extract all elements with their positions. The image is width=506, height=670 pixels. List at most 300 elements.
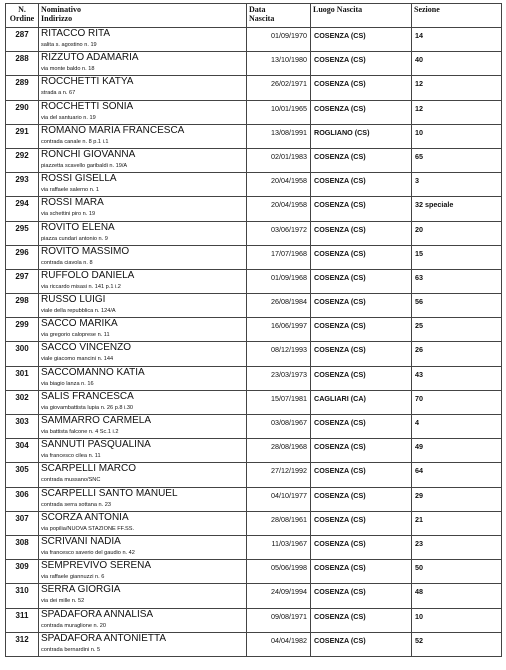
person-name: SALIS FRANCESCA bbox=[41, 390, 134, 402]
birth-place: COSENZA (CS) bbox=[314, 103, 366, 113]
birth-date: 20/04/1958 bbox=[271, 200, 307, 210]
ordine-cell bbox=[6, 584, 39, 608]
data-header-text: Data Nascita bbox=[249, 5, 275, 23]
sezione-value: 43 bbox=[415, 369, 423, 379]
birth-place-cell bbox=[311, 390, 412, 414]
ordine-number: 290 bbox=[15, 102, 29, 112]
person-address: via biagio lanza n. 16 bbox=[41, 380, 94, 387]
ordine-cell bbox=[6, 52, 39, 76]
nominativo-cell bbox=[39, 318, 247, 342]
person-name: ROVITO ELENA bbox=[41, 221, 115, 233]
ordine-cell bbox=[6, 439, 39, 463]
person-address: via gregorio caloprese n. 11 bbox=[41, 332, 110, 339]
birth-place-cell bbox=[311, 173, 412, 197]
birth-date-cell bbox=[247, 632, 311, 656]
nominativo-cell bbox=[39, 52, 247, 76]
sezione-value: 20 bbox=[415, 224, 423, 234]
sezione-cell bbox=[412, 221, 502, 245]
ordine-cell bbox=[6, 366, 39, 390]
nominativo-cell bbox=[39, 342, 247, 366]
table-row bbox=[6, 76, 502, 100]
table-row bbox=[6, 560, 502, 584]
col-data-header bbox=[247, 4, 311, 28]
table-row bbox=[6, 463, 502, 487]
nominativo-cell bbox=[39, 415, 247, 439]
person-address: via monte baldo n. 18 bbox=[41, 66, 95, 73]
ordine-cell bbox=[6, 245, 39, 269]
ordine-number: 289 bbox=[15, 78, 29, 88]
ordine-cell bbox=[6, 632, 39, 656]
nominativo-cell bbox=[39, 269, 247, 293]
birth-date: 03/06/1972 bbox=[271, 224, 307, 234]
nominativo-cell bbox=[39, 100, 247, 124]
nominativo-cell bbox=[39, 197, 247, 221]
sezione-cell bbox=[412, 511, 502, 535]
sezione-value: 10 bbox=[415, 611, 423, 621]
sezione-value: 40 bbox=[415, 55, 423, 65]
nominativo-cell bbox=[39, 148, 247, 172]
nominativo-cell bbox=[39, 173, 247, 197]
person-address: viale della repubblica n. 124/A bbox=[41, 308, 116, 315]
birth-date-cell bbox=[247, 366, 311, 390]
person-address: via dei mille n. 52 bbox=[41, 598, 85, 605]
birth-date: 23/03/1973 bbox=[271, 369, 307, 379]
nominativo-cell bbox=[39, 245, 247, 269]
person-name: ROMANO MARIA FRANCESCA bbox=[41, 124, 185, 136]
sezione-cell bbox=[412, 390, 502, 414]
birth-place: COSENZA (CS) bbox=[314, 369, 366, 379]
sezione-value: 12 bbox=[415, 79, 423, 89]
person-address: viale giacomo mancini n. 144 bbox=[41, 356, 114, 363]
ordine-number: 296 bbox=[15, 247, 29, 257]
birth-date-cell bbox=[247, 245, 311, 269]
sezione-value: 65 bbox=[415, 151, 423, 161]
person-address: via giovambattista lupia n. 26 p.8 i.30 bbox=[41, 404, 134, 411]
ordine-number: 302 bbox=[15, 392, 29, 402]
sezione-cell bbox=[412, 148, 502, 172]
birth-date-cell bbox=[247, 463, 311, 487]
birth-date: 20/04/1958 bbox=[271, 176, 307, 186]
person-address: contrada ciavola n. 8 bbox=[41, 259, 93, 266]
sezione-cell bbox=[412, 245, 502, 269]
birth-place-cell bbox=[311, 463, 412, 487]
sezione-value: 23 bbox=[415, 538, 423, 548]
sezione-cell bbox=[412, 342, 502, 366]
sezione-cell bbox=[412, 294, 502, 318]
nominativo-cell bbox=[39, 560, 247, 584]
table-row bbox=[6, 632, 502, 656]
birth-place-cell bbox=[311, 342, 412, 366]
person-name: SCORZA ANTONIA bbox=[41, 511, 129, 523]
sezione-cell bbox=[412, 366, 502, 390]
birth-place-cell bbox=[311, 535, 412, 559]
person-address: via battista falcone n. 4 Sc.1 i.2 bbox=[41, 429, 119, 435]
table-row bbox=[6, 245, 502, 269]
sezione-cell bbox=[412, 463, 502, 487]
nominativo-cell bbox=[39, 221, 247, 245]
nominativo-cell bbox=[39, 366, 247, 390]
col-ordine-header bbox=[6, 4, 39, 28]
birth-place-cell bbox=[311, 608, 412, 632]
birth-date-cell bbox=[247, 148, 311, 172]
person-name: RUSSO LUIGI bbox=[41, 294, 106, 306]
table-row bbox=[6, 221, 502, 245]
sezione-value: 32 speciale bbox=[415, 200, 454, 210]
ordine-number: 304 bbox=[15, 441, 29, 451]
birth-place: COSENZA (CS) bbox=[314, 587, 366, 597]
birth-date: 01/09/1968 bbox=[271, 272, 307, 282]
birth-place-cell bbox=[311, 439, 412, 463]
ordine-cell bbox=[6, 535, 39, 559]
ordine-number: 301 bbox=[15, 368, 29, 378]
person-address: contrada muraglione n. 20 bbox=[41, 622, 106, 629]
person-name: SACCO VINCENZO bbox=[41, 342, 132, 354]
birth-date-cell bbox=[247, 584, 311, 608]
table-row bbox=[6, 173, 502, 197]
birth-place-cell bbox=[311, 28, 412, 52]
sezione-cell bbox=[412, 28, 502, 52]
person-address: contrada serra sottana n. 23 bbox=[41, 501, 111, 508]
birth-place: COSENZA (CS) bbox=[314, 514, 366, 524]
person-name: SACCO MARIKA bbox=[41, 318, 118, 330]
nominativo-cell bbox=[39, 632, 247, 656]
ordine-cell bbox=[6, 148, 39, 172]
birth-date: 02/01/1983 bbox=[271, 151, 307, 161]
sezione-value: 49 bbox=[415, 442, 423, 452]
person-address: via del santuario n. 19 bbox=[41, 114, 96, 121]
birth-place: COSENZA (CS) bbox=[314, 563, 366, 573]
birth-date: 05/06/1998 bbox=[271, 563, 307, 573]
birth-place: COSENZA (CS) bbox=[314, 442, 366, 452]
table-row bbox=[6, 535, 502, 559]
table-row bbox=[6, 52, 502, 76]
person-name: SEMPREVIVO SERENA bbox=[41, 560, 152, 572]
birth-date-cell bbox=[247, 415, 311, 439]
ordine-number: 312 bbox=[15, 634, 29, 644]
birth-date-cell bbox=[247, 52, 311, 76]
birth-place: COSENZA (CS) bbox=[314, 418, 366, 427]
person-name: ROCCHETTI SONIA bbox=[41, 100, 134, 112]
sezione-cell bbox=[412, 269, 502, 293]
birth-date-cell bbox=[247, 608, 311, 632]
birth-place: COSENZA (CS) bbox=[314, 79, 366, 89]
birth-date-cell bbox=[247, 124, 311, 148]
birth-date-cell bbox=[247, 390, 311, 414]
ordine-number: 306 bbox=[15, 489, 29, 499]
table-row bbox=[6, 366, 502, 390]
birth-place-cell bbox=[311, 100, 412, 124]
ordine-number: 293 bbox=[15, 175, 29, 185]
person-name: SPADAFORA ANTONIETTA bbox=[41, 632, 167, 644]
table-row bbox=[6, 269, 502, 293]
birth-place: COSENZA (CS) bbox=[314, 297, 366, 307]
birth-place-cell bbox=[311, 76, 412, 100]
ordine-cell bbox=[6, 511, 39, 535]
birth-place: COSENZA (CS) bbox=[314, 248, 366, 258]
table-row bbox=[6, 100, 502, 124]
ordine-number: 294 bbox=[15, 199, 29, 209]
header-row bbox=[6, 4, 502, 28]
birth-date: 26/02/1971 bbox=[271, 79, 307, 89]
sezione-cell bbox=[412, 76, 502, 100]
person-address: piazza cundari antonio n. 9 bbox=[41, 235, 108, 242]
birth-place-cell bbox=[311, 415, 412, 439]
person-name: RITACCO RITA bbox=[41, 28, 111, 39]
birth-place: ROGLIANO (CS) bbox=[314, 127, 370, 137]
ordine-number: 311 bbox=[15, 610, 29, 620]
birth-place-cell bbox=[311, 245, 412, 269]
birth-date: 26/08/1984 bbox=[271, 297, 307, 307]
birth-date: 27/12/1992 bbox=[271, 466, 307, 476]
birth-place-cell bbox=[311, 148, 412, 172]
birth-date: 24/09/1994 bbox=[271, 587, 307, 597]
ordine-cell bbox=[6, 124, 39, 148]
table-row bbox=[6, 148, 502, 172]
person-name: SANNUTI PASQUALINA bbox=[41, 439, 151, 451]
birth-date: 08/12/1993 bbox=[271, 345, 307, 355]
nominativo-cell bbox=[39, 584, 247, 608]
sezione-value: 21 bbox=[415, 514, 423, 524]
table-row bbox=[6, 439, 502, 463]
person-name: SAMMARRO CARMELA bbox=[41, 415, 152, 426]
sezione-value: 25 bbox=[415, 321, 423, 331]
nominativo-cell bbox=[39, 76, 247, 100]
person-name: ROCCHETTI KATYA bbox=[41, 76, 134, 88]
person-name: ROVITO MASSIMO bbox=[41, 245, 130, 257]
nominativo-cell bbox=[39, 28, 247, 52]
birth-place-cell bbox=[311, 632, 412, 656]
sezione-value: 10 bbox=[415, 127, 423, 137]
birth-date-cell bbox=[247, 439, 311, 463]
sezione-cell bbox=[412, 100, 502, 124]
person-address: via francesco saverio del gaudio n. 42 bbox=[41, 549, 135, 556]
birth-date-cell bbox=[247, 269, 311, 293]
person-address: contrada mussano/SNC bbox=[41, 477, 101, 484]
birth-date-cell bbox=[247, 487, 311, 511]
person-name: ROSSI MARA bbox=[41, 197, 104, 209]
table-row bbox=[6, 294, 502, 318]
birth-date: 04/10/1977 bbox=[271, 490, 307, 500]
sezione-value: 70 bbox=[415, 393, 423, 403]
table-row bbox=[6, 390, 502, 414]
sezione-value: 52 bbox=[415, 635, 423, 645]
birth-date-cell bbox=[247, 318, 311, 342]
ordine-cell bbox=[6, 463, 39, 487]
person-address: via francesco cilea n. 11 bbox=[41, 453, 101, 460]
sezione-value: 14 bbox=[415, 31, 423, 40]
col-luogo-header bbox=[311, 4, 412, 28]
sezione-cell bbox=[412, 608, 502, 632]
birth-place-cell bbox=[311, 269, 412, 293]
birth-date-cell bbox=[247, 511, 311, 535]
birth-date: 15/07/1981 bbox=[271, 393, 307, 403]
col-nominativo-header bbox=[39, 4, 247, 28]
sezione-cell bbox=[412, 487, 502, 511]
ordine-cell bbox=[6, 487, 39, 511]
birth-place-cell bbox=[311, 560, 412, 584]
nominativo-cell bbox=[39, 511, 247, 535]
birth-place: COSENZA (CS) bbox=[314, 538, 366, 548]
person-address: via schettini piro n. 19 bbox=[41, 211, 96, 218]
birth-place-cell bbox=[311, 294, 412, 318]
ordine-number: 305 bbox=[15, 465, 29, 475]
ordine-cell bbox=[6, 269, 39, 293]
ordine-number: 291 bbox=[15, 126, 29, 136]
nominativo-cell bbox=[39, 439, 247, 463]
birth-place: COSENZA (CS) bbox=[314, 200, 366, 210]
ordine-number: 310 bbox=[15, 586, 29, 596]
ordine-number: 292 bbox=[15, 150, 29, 160]
birth-place: COSENZA (CS) bbox=[314, 635, 366, 645]
sezione-cell bbox=[412, 124, 502, 148]
birth-date: 13/10/1980 bbox=[271, 55, 307, 65]
birth-place-cell bbox=[311, 584, 412, 608]
birth-place-cell bbox=[311, 511, 412, 535]
ordine-number: 297 bbox=[15, 271, 29, 281]
sezione-value: 4 bbox=[415, 418, 419, 427]
nominativo-cell bbox=[39, 535, 247, 559]
sezione-value: 50 bbox=[415, 563, 423, 573]
sezione-header-text: Sezione bbox=[414, 5, 440, 14]
person-address: strada a n. 67 bbox=[41, 90, 76, 97]
table-row bbox=[6, 342, 502, 366]
birth-date: 28/08/1968 bbox=[271, 442, 307, 452]
sezione-cell bbox=[412, 173, 502, 197]
sezione-value: 26 bbox=[415, 345, 423, 355]
birth-place: COSENZA (CS) bbox=[314, 272, 366, 282]
sezione-cell bbox=[412, 439, 502, 463]
birth-place-cell bbox=[311, 366, 412, 390]
birth-place-cell bbox=[311, 487, 412, 511]
sezione-cell bbox=[412, 535, 502, 559]
birth-place-cell bbox=[311, 197, 412, 221]
indirizzo-header-text: Indirizzo bbox=[41, 14, 73, 23]
ordine-cell bbox=[6, 560, 39, 584]
scrutatori-table bbox=[5, 3, 502, 657]
sezione-cell bbox=[412, 415, 502, 439]
table-row bbox=[6, 197, 502, 221]
sezione-value: 48 bbox=[415, 587, 423, 597]
sezione-cell bbox=[412, 197, 502, 221]
ordine-header-text: N. Ordine bbox=[9, 5, 35, 23]
table-row bbox=[6, 124, 502, 148]
table-body bbox=[6, 28, 502, 657]
sezione-value: 15 bbox=[415, 248, 423, 258]
sezione-value: 64 bbox=[415, 466, 423, 476]
birth-date: 04/04/1982 bbox=[271, 635, 307, 645]
birth-date: 01/09/1970 bbox=[271, 31, 307, 40]
person-name: RIZZUTO ADAMARIA bbox=[41, 52, 139, 64]
ordine-cell bbox=[6, 294, 39, 318]
sezione-value: 3 bbox=[415, 176, 419, 186]
ordine-cell bbox=[6, 608, 39, 632]
person-name: SCARPELLI MARCO bbox=[41, 463, 137, 475]
birth-place-cell bbox=[311, 221, 412, 245]
birth-place: COSENZA (CS) bbox=[314, 224, 366, 234]
nominativo-cell bbox=[39, 608, 247, 632]
nominativo-cell bbox=[39, 390, 247, 414]
ordine-number: 288 bbox=[15, 54, 29, 64]
person-name: SCRIVANI NADIA bbox=[41, 535, 121, 547]
person-name: SPADAFORA ANNALISA bbox=[41, 608, 154, 620]
person-name: ROSSI GISELLA bbox=[41, 173, 117, 185]
birth-date-cell bbox=[247, 221, 311, 245]
birth-place: COSENZA (CS) bbox=[314, 151, 366, 161]
nominativo-header-text: Nominativo bbox=[41, 5, 81, 14]
sezione-cell bbox=[412, 318, 502, 342]
table-row bbox=[6, 511, 502, 535]
birth-date: 11/03/1967 bbox=[271, 538, 307, 548]
sezione-value: 63 bbox=[415, 272, 423, 282]
ordine-number: 308 bbox=[15, 537, 29, 547]
ordine-cell bbox=[6, 221, 39, 245]
birth-date-cell bbox=[247, 560, 311, 584]
ordine-cell bbox=[6, 390, 39, 414]
birth-date: 03/08/1967 bbox=[271, 418, 307, 427]
person-name: RUFFOLO DANIELA bbox=[41, 269, 135, 281]
ordine-cell bbox=[6, 197, 39, 221]
person-name: SACCOMANNO KATIA bbox=[41, 366, 145, 378]
table-row bbox=[6, 487, 502, 511]
sezione-cell bbox=[412, 584, 502, 608]
birth-place-cell bbox=[311, 52, 412, 76]
birth-date-cell bbox=[247, 173, 311, 197]
table-row bbox=[6, 28, 502, 52]
table-row bbox=[6, 584, 502, 608]
birth-place-cell bbox=[311, 124, 412, 148]
ordine-number: 303 bbox=[15, 417, 29, 426]
birth-date: 17/07/1968 bbox=[271, 248, 307, 258]
ordine-number: 295 bbox=[15, 223, 29, 233]
sezione-cell bbox=[412, 52, 502, 76]
table-row bbox=[6, 608, 502, 632]
birth-date-cell bbox=[247, 28, 311, 52]
birth-date-cell bbox=[247, 197, 311, 221]
person-address: via popilia/NUOVA STAZIONE FF.SS. bbox=[41, 525, 135, 532]
sezione-cell bbox=[412, 560, 502, 584]
birth-place: COSENZA (CS) bbox=[314, 176, 366, 186]
birth-place: COSENZA (CS) bbox=[314, 31, 366, 40]
table-row bbox=[6, 415, 502, 439]
birth-place: COSENZA (CS) bbox=[314, 345, 366, 355]
sezione-value: 12 bbox=[415, 103, 423, 113]
ordine-cell bbox=[6, 173, 39, 197]
birth-place: CAGLIARI (CA) bbox=[314, 393, 366, 403]
ordine-cell bbox=[6, 28, 39, 52]
table-row bbox=[6, 318, 502, 342]
person-address: salita s. agostino n. 19 bbox=[41, 42, 97, 48]
person-name: SCARPELLI SANTO MANUEL bbox=[41, 487, 178, 499]
birth-place: COSENZA (CS) bbox=[314, 466, 366, 476]
ordine-number: 307 bbox=[15, 513, 29, 523]
nominativo-cell bbox=[39, 124, 247, 148]
ordine-number: 287 bbox=[15, 30, 29, 39]
nominativo-cell bbox=[39, 294, 247, 318]
birth-date-cell bbox=[247, 342, 311, 366]
birth-place: COSENZA (CS) bbox=[314, 321, 366, 331]
person-address: contrada canale n. 8 p.1 i.1 bbox=[41, 138, 109, 145]
person-name: RONCHI GIOVANNA bbox=[41, 148, 136, 160]
luogo-header-text: Luogo Nascita bbox=[313, 5, 363, 14]
ordine-number: 299 bbox=[15, 320, 29, 330]
sezione-cell bbox=[412, 632, 502, 656]
birth-date: 16/06/1997 bbox=[271, 321, 307, 331]
sezione-value: 56 bbox=[415, 297, 423, 307]
nominativo-cell bbox=[39, 463, 247, 487]
ordine-number: 298 bbox=[15, 296, 29, 306]
birth-date-cell bbox=[247, 100, 311, 124]
person-address: contrada bernardini n. 5 bbox=[41, 646, 101, 653]
